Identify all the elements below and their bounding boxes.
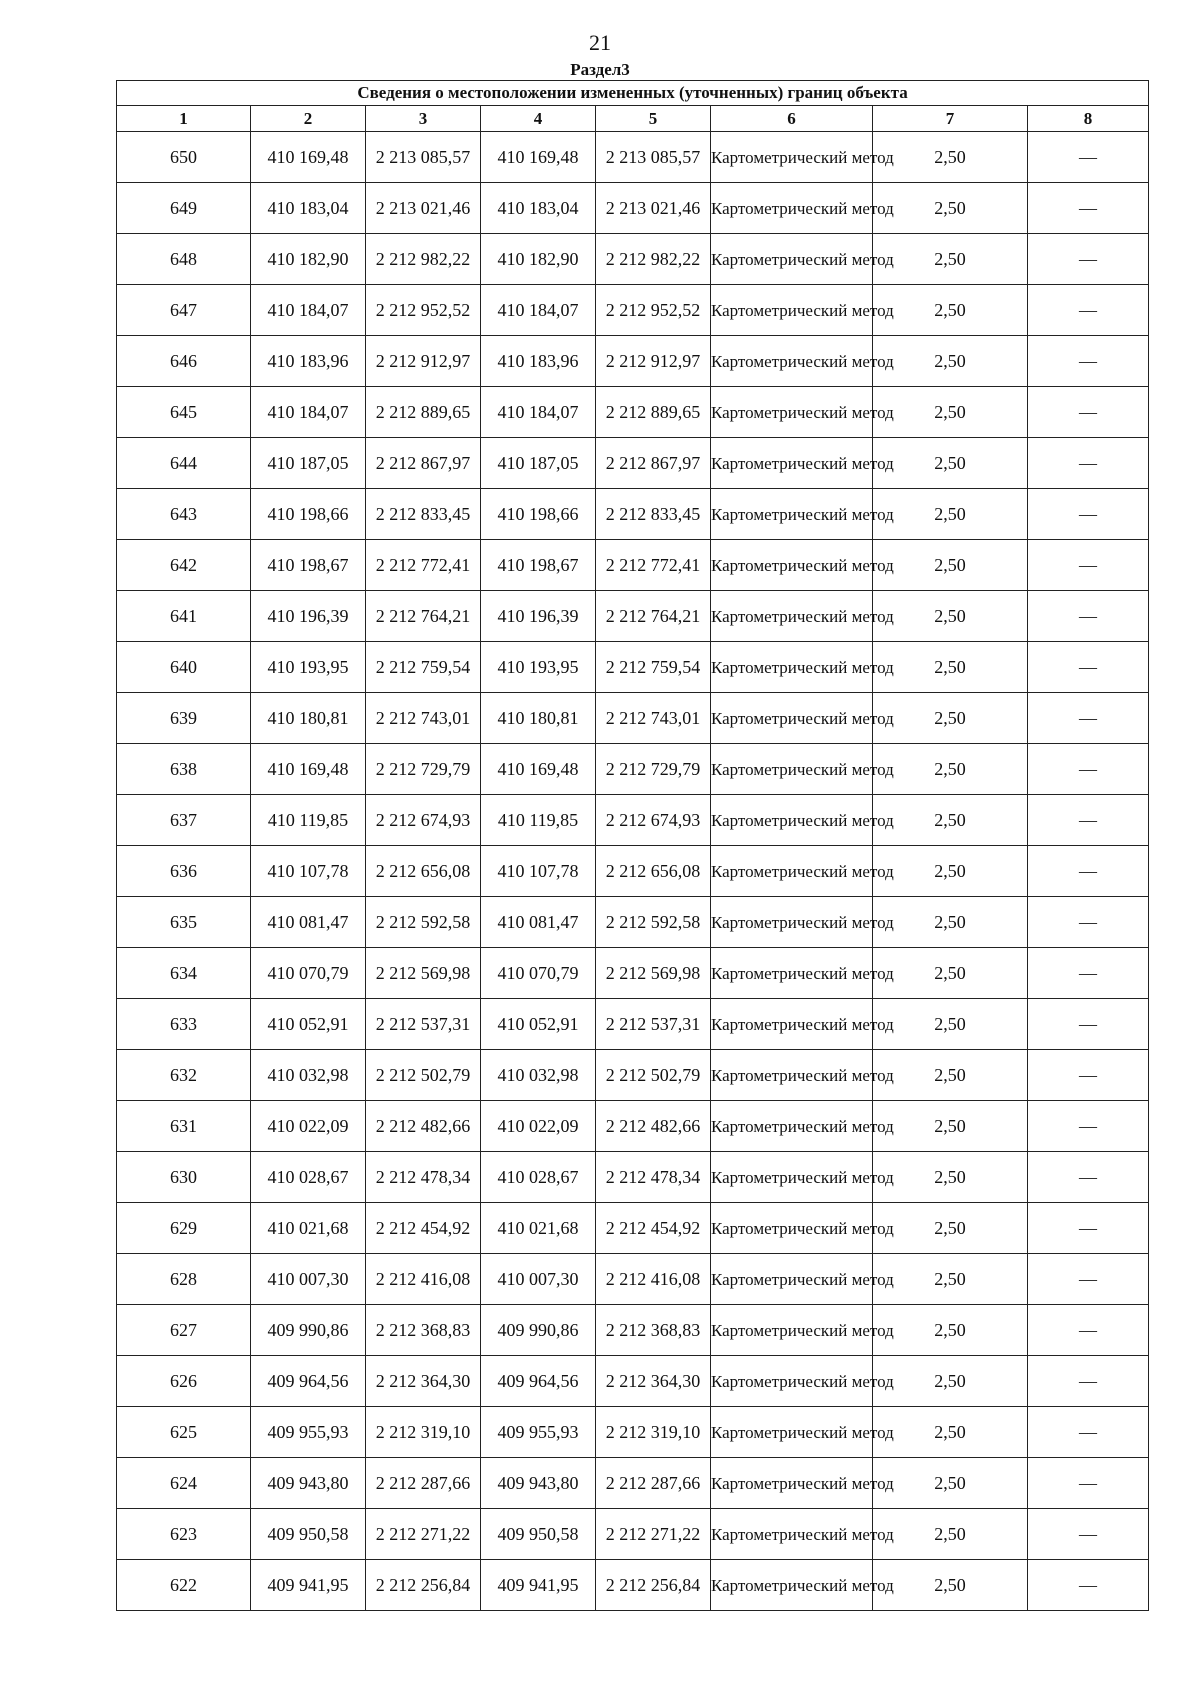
precision-cell: 2,50 (873, 999, 1028, 1050)
table-row (117, 1203, 1149, 1254)
table-row (117, 183, 1149, 234)
precision-cell: 2,50 (873, 336, 1028, 387)
y-coordinate-new: 2 212 952,52 (596, 285, 711, 336)
point-number: 623 (117, 1509, 251, 1560)
point-number: 630 (117, 1152, 251, 1203)
precision-cell: 2,50 (873, 1356, 1028, 1407)
table-row (117, 489, 1149, 540)
precision-cell: 2,50 (873, 591, 1028, 642)
method-cell: Картометрический метод (711, 285, 873, 336)
point-number: 650 (117, 132, 251, 183)
y-coordinate-new: 2 212 674,93 (596, 795, 711, 846)
description-cell: — (1028, 999, 1149, 1050)
y-coordinate-new: 2 212 729,79 (596, 744, 711, 795)
precision-cell: 2,50 (873, 183, 1028, 234)
precision-cell: 2,50 (873, 540, 1028, 591)
description-cell: — (1028, 693, 1149, 744)
method-cell: Картометрический метод (711, 948, 873, 999)
x-coordinate: 410 184,07 (251, 285, 366, 336)
method-cell: Картометрический метод (711, 540, 873, 591)
y-coordinate-new: 2 212 271,22 (596, 1509, 711, 1560)
y-coordinate-new: 2 212 319,10 (596, 1407, 711, 1458)
precision-cell: 2,50 (873, 1407, 1028, 1458)
description-cell: — (1028, 744, 1149, 795)
table-row (117, 744, 1149, 795)
y-coordinate-new: 2 212 287,66 (596, 1458, 711, 1509)
x-coordinate: 410 107,78 (251, 846, 366, 897)
table-row (117, 948, 1149, 999)
y-coordinate-new: 2 212 482,66 (596, 1101, 711, 1152)
table-row (117, 132, 1149, 183)
x-coordinate-new: 410 187,05 (481, 438, 596, 489)
precision-cell: 2,50 (873, 795, 1028, 846)
x-coordinate-new: 410 028,67 (481, 1152, 596, 1203)
y-coordinate: 2 212 982,22 (366, 234, 481, 285)
table-row (117, 846, 1149, 897)
table-row (117, 1356, 1149, 1407)
y-coordinate: 2 212 364,30 (366, 1356, 481, 1407)
y-coordinate: 2 212 368,83 (366, 1305, 481, 1356)
precision-cell: 2,50 (873, 1305, 1028, 1356)
method-cell: Картометрический метод (711, 489, 873, 540)
description-cell: — (1028, 1305, 1149, 1356)
x-coordinate-new: 410 193,95 (481, 642, 596, 693)
x-coordinate: 410 184,07 (251, 387, 366, 438)
y-coordinate: 2 212 952,52 (366, 285, 481, 336)
y-coordinate: 2 212 867,97 (366, 438, 481, 489)
description-cell: — (1028, 795, 1149, 846)
table-row (117, 387, 1149, 438)
precision-cell: 2,50 (873, 234, 1028, 285)
method-cell: Картометрический метод (711, 897, 873, 948)
x-coordinate-new: 409 990,86 (481, 1305, 596, 1356)
method-cell: Картометрический метод (711, 999, 873, 1050)
description-cell: — (1028, 1560, 1149, 1611)
method-cell: Картометрический метод (711, 795, 873, 846)
description-cell: — (1028, 1050, 1149, 1101)
point-number: 649 (117, 183, 251, 234)
method-cell: Картометрический метод (711, 1458, 873, 1509)
method-cell: Картометрический метод (711, 438, 873, 489)
section-title: Раздел3 (570, 60, 630, 79)
point-number: 634 (117, 948, 251, 999)
x-coordinate: 410 021,68 (251, 1203, 366, 1254)
x-coordinate-new: 409 943,80 (481, 1458, 596, 1509)
y-coordinate-new: 2 213 085,57 (596, 132, 711, 183)
table-row (117, 234, 1149, 285)
method-cell: Картометрический метод (711, 591, 873, 642)
x-coordinate-new: 410 184,07 (481, 285, 596, 336)
table-row (117, 1152, 1149, 1203)
y-coordinate-new: 2 212 743,01 (596, 693, 711, 744)
column-number-header: 5 (596, 106, 711, 132)
x-coordinate: 410 119,85 (251, 795, 366, 846)
y-coordinate-new: 2 213 021,46 (596, 183, 711, 234)
column-number-header: 7 (873, 106, 1028, 132)
description-cell: — (1028, 132, 1149, 183)
x-coordinate-new: 409 950,58 (481, 1509, 596, 1560)
y-coordinate: 2 212 912,97 (366, 336, 481, 387)
y-coordinate-new: 2 212 537,31 (596, 999, 711, 1050)
x-coordinate-new: 410 081,47 (481, 897, 596, 948)
method-cell: Картометрический метод (711, 1152, 873, 1203)
description-cell: — (1028, 183, 1149, 234)
method-cell: Картометрический метод (711, 183, 873, 234)
y-coordinate-new: 2 212 889,65 (596, 387, 711, 438)
x-coordinate-new: 410 107,78 (481, 846, 596, 897)
column-number-header: 3 (366, 106, 481, 132)
y-coordinate-new: 2 212 912,97 (596, 336, 711, 387)
x-coordinate: 410 182,90 (251, 234, 366, 285)
precision-cell: 2,50 (873, 744, 1028, 795)
x-coordinate: 410 007,30 (251, 1254, 366, 1305)
table-row (117, 336, 1149, 387)
point-number: 638 (117, 744, 251, 795)
description-cell: — (1028, 1458, 1149, 1509)
y-coordinate-new: 2 212 569,98 (596, 948, 711, 999)
point-number: 635 (117, 897, 251, 948)
point-number: 628 (117, 1254, 251, 1305)
method-cell: Картометрический метод (711, 336, 873, 387)
method-cell: Картометрический метод (711, 693, 873, 744)
description-cell: — (1028, 846, 1149, 897)
point-number: 643 (117, 489, 251, 540)
x-coordinate: 409 990,86 (251, 1305, 366, 1356)
x-coordinate-new: 410 183,04 (481, 183, 596, 234)
table-row (117, 897, 1149, 948)
x-coordinate: 410 081,47 (251, 897, 366, 948)
table-row (117, 795, 1149, 846)
precision-cell: 2,50 (873, 438, 1028, 489)
table-caption-row (117, 81, 1149, 106)
description-cell: — (1028, 948, 1149, 999)
x-coordinate-new: 409 955,93 (481, 1407, 596, 1458)
x-coordinate-new: 410 119,85 (481, 795, 596, 846)
x-coordinate-new: 409 964,56 (481, 1356, 596, 1407)
column-number-header: 4 (481, 106, 596, 132)
description-cell: — (1028, 387, 1149, 438)
y-coordinate-new: 2 212 592,58 (596, 897, 711, 948)
x-coordinate: 410 187,05 (251, 438, 366, 489)
x-coordinate-new: 410 070,79 (481, 948, 596, 999)
table-row (117, 1458, 1149, 1509)
table-row (117, 540, 1149, 591)
x-coordinate: 409 941,95 (251, 1560, 366, 1611)
table-row (117, 1407, 1149, 1458)
table-row (117, 1305, 1149, 1356)
column-number-header: 2 (251, 106, 366, 132)
method-cell: Картометрический метод (711, 1101, 873, 1152)
x-coordinate: 410 180,81 (251, 693, 366, 744)
precision-cell: 2,50 (873, 1509, 1028, 1560)
y-coordinate-new: 2 212 759,54 (596, 642, 711, 693)
x-coordinate: 410 032,98 (251, 1050, 366, 1101)
x-coordinate: 409 955,93 (251, 1407, 366, 1458)
method-cell: Картометрический метод (711, 132, 873, 183)
point-number: 642 (117, 540, 251, 591)
description-cell: — (1028, 489, 1149, 540)
y-coordinate: 2 213 085,57 (366, 132, 481, 183)
column-number-row (117, 106, 1149, 132)
point-number: 622 (117, 1560, 251, 1611)
point-number: 632 (117, 1050, 251, 1101)
description-cell: — (1028, 438, 1149, 489)
x-coordinate-new: 410 198,67 (481, 540, 596, 591)
table-row (117, 1560, 1149, 1611)
precision-cell: 2,50 (873, 285, 1028, 336)
description-cell: — (1028, 642, 1149, 693)
description-cell: — (1028, 540, 1149, 591)
x-coordinate-new: 410 022,09 (481, 1101, 596, 1152)
x-coordinate: 410 196,39 (251, 591, 366, 642)
method-cell: Картометрический метод (711, 1356, 873, 1407)
method-cell: Картометрический метод (711, 1305, 873, 1356)
y-coordinate: 2 212 729,79 (366, 744, 481, 795)
table-row (117, 1101, 1149, 1152)
y-coordinate: 2 212 764,21 (366, 591, 481, 642)
y-coordinate: 2 212 889,65 (366, 387, 481, 438)
y-coordinate: 2 212 759,54 (366, 642, 481, 693)
x-coordinate: 410 169,48 (251, 744, 366, 795)
x-coordinate: 410 052,91 (251, 999, 366, 1050)
description-cell: — (1028, 285, 1149, 336)
method-cell: Картометрический метод (711, 642, 873, 693)
precision-cell: 2,50 (873, 1101, 1028, 1152)
description-cell: — (1028, 1101, 1149, 1152)
table-row (117, 1509, 1149, 1560)
x-coordinate: 410 198,66 (251, 489, 366, 540)
x-coordinate: 410 028,67 (251, 1152, 366, 1203)
y-coordinate: 2 212 271,22 (366, 1509, 481, 1560)
method-cell: Картометрический метод (711, 387, 873, 438)
description-cell: — (1028, 1407, 1149, 1458)
point-number: 629 (117, 1203, 251, 1254)
x-coordinate-new: 410 184,07 (481, 387, 596, 438)
point-number: 644 (117, 438, 251, 489)
description-cell: — (1028, 1509, 1149, 1560)
x-coordinate-new: 410 032,98 (481, 1050, 596, 1101)
y-coordinate: 2 212 674,93 (366, 795, 481, 846)
x-coordinate: 409 964,56 (251, 1356, 366, 1407)
y-coordinate-new: 2 212 982,22 (596, 234, 711, 285)
x-coordinate-new: 410 007,30 (481, 1254, 596, 1305)
y-coordinate-new: 2 212 772,41 (596, 540, 711, 591)
y-coordinate: 2 212 287,66 (366, 1458, 481, 1509)
method-cell: Картометрический метод (711, 1203, 873, 1254)
y-coordinate: 2 212 454,92 (366, 1203, 481, 1254)
y-coordinate: 2 212 592,58 (366, 897, 481, 948)
y-coordinate-new: 2 212 454,92 (596, 1203, 711, 1254)
y-coordinate: 2 212 569,98 (366, 948, 481, 999)
table-caption: Сведения о местоположении измененных (уточненных) границ объекта (117, 81, 1149, 106)
y-coordinate-new: 2 212 656,08 (596, 846, 711, 897)
point-number: 631 (117, 1101, 251, 1152)
point-number: 637 (117, 795, 251, 846)
y-coordinate: 2 212 743,01 (366, 693, 481, 744)
point-number: 646 (117, 336, 251, 387)
precision-cell: 2,50 (873, 387, 1028, 438)
point-number: 640 (117, 642, 251, 693)
x-coordinate: 409 950,58 (251, 1509, 366, 1560)
precision-cell: 2,50 (873, 948, 1028, 999)
point-number: 641 (117, 591, 251, 642)
point-number: 626 (117, 1356, 251, 1407)
x-coordinate: 410 183,04 (251, 183, 366, 234)
y-coordinate-new: 2 212 833,45 (596, 489, 711, 540)
precision-cell: 2,50 (873, 132, 1028, 183)
precision-cell: 2,50 (873, 1152, 1028, 1203)
point-number: 639 (117, 693, 251, 744)
precision-cell: 2,50 (873, 1254, 1028, 1305)
description-cell: — (1028, 1254, 1149, 1305)
x-coordinate: 410 169,48 (251, 132, 366, 183)
x-coordinate: 410 183,96 (251, 336, 366, 387)
precision-cell: 2,50 (873, 642, 1028, 693)
point-number: 624 (117, 1458, 251, 1509)
table-row (117, 591, 1149, 642)
y-coordinate: 2 212 502,79 (366, 1050, 481, 1101)
point-number: 633 (117, 999, 251, 1050)
page-number: 21 (589, 30, 611, 55)
description-cell: — (1028, 897, 1149, 948)
precision-cell: 2,50 (873, 1050, 1028, 1101)
precision-cell: 2,50 (873, 846, 1028, 897)
y-coordinate: 2 212 772,41 (366, 540, 481, 591)
point-number: 627 (117, 1305, 251, 1356)
y-coordinate: 2 212 256,84 (366, 1560, 481, 1611)
point-number: 648 (117, 234, 251, 285)
table-row (117, 1254, 1149, 1305)
point-number: 645 (117, 387, 251, 438)
method-cell: Картометрический метод (711, 1407, 873, 1458)
y-coordinate-new: 2 212 256,84 (596, 1560, 711, 1611)
point-number: 636 (117, 846, 251, 897)
method-cell: Картометрический метод (711, 1050, 873, 1101)
x-coordinate-new: 410 021,68 (481, 1203, 596, 1254)
x-coordinate-new: 410 180,81 (481, 693, 596, 744)
column-number-header: 1 (117, 106, 251, 132)
coordinates-table (116, 80, 1149, 1611)
precision-cell: 2,50 (873, 489, 1028, 540)
method-cell: Картометрический метод (711, 846, 873, 897)
y-coordinate: 2 212 482,66 (366, 1101, 481, 1152)
table-body (117, 132, 1149, 1611)
x-coordinate-new: 409 941,95 (481, 1560, 596, 1611)
table-row (117, 438, 1149, 489)
description-cell: — (1028, 1356, 1149, 1407)
x-coordinate-new: 410 183,96 (481, 336, 596, 387)
y-coordinate: 2 213 021,46 (366, 183, 481, 234)
x-coordinate-new: 410 198,66 (481, 489, 596, 540)
method-cell: Картометрический метод (711, 1254, 873, 1305)
y-coordinate-new: 2 212 364,30 (596, 1356, 711, 1407)
x-coordinate: 409 943,80 (251, 1458, 366, 1509)
precision-cell: 2,50 (873, 1203, 1028, 1254)
y-coordinate: 2 212 319,10 (366, 1407, 481, 1458)
table-row (117, 642, 1149, 693)
description-cell: — (1028, 234, 1149, 285)
x-coordinate-new: 410 052,91 (481, 999, 596, 1050)
description-cell: — (1028, 336, 1149, 387)
y-coordinate-new: 2 212 764,21 (596, 591, 711, 642)
y-coordinate-new: 2 212 502,79 (596, 1050, 711, 1101)
y-coordinate: 2 212 537,31 (366, 999, 481, 1050)
x-coordinate-new: 410 182,90 (481, 234, 596, 285)
y-coordinate-new: 2 212 478,34 (596, 1152, 711, 1203)
x-coordinate: 410 070,79 (251, 948, 366, 999)
y-coordinate: 2 212 833,45 (366, 489, 481, 540)
table-row (117, 693, 1149, 744)
y-coordinate: 2 212 478,34 (366, 1152, 481, 1203)
method-cell: Картометрический метод (711, 744, 873, 795)
method-cell: Картометрический метод (711, 1509, 873, 1560)
table-row (117, 999, 1149, 1050)
y-coordinate: 2 212 416,08 (366, 1254, 481, 1305)
table-row (117, 285, 1149, 336)
description-cell: — (1028, 1152, 1149, 1203)
x-coordinate: 410 193,95 (251, 642, 366, 693)
point-number: 647 (117, 285, 251, 336)
table-row (117, 1050, 1149, 1101)
precision-cell: 2,50 (873, 693, 1028, 744)
description-cell: — (1028, 1203, 1149, 1254)
description-cell: — (1028, 591, 1149, 642)
x-coordinate: 410 022,09 (251, 1101, 366, 1152)
method-cell: Картометрический метод (711, 1560, 873, 1611)
x-coordinate-new: 410 169,48 (481, 744, 596, 795)
column-number-header: 6 (711, 106, 873, 132)
x-coordinate-new: 410 196,39 (481, 591, 596, 642)
method-cell: Картометрический метод (711, 234, 873, 285)
y-coordinate-new: 2 212 416,08 (596, 1254, 711, 1305)
precision-cell: 2,50 (873, 1458, 1028, 1509)
column-number-header: 8 (1028, 106, 1149, 132)
y-coordinate: 2 212 656,08 (366, 846, 481, 897)
y-coordinate-new: 2 212 368,83 (596, 1305, 711, 1356)
point-number: 625 (117, 1407, 251, 1458)
x-coordinate-new: 410 169,48 (481, 132, 596, 183)
y-coordinate-new: 2 212 867,97 (596, 438, 711, 489)
precision-cell: 2,50 (873, 897, 1028, 948)
x-coordinate: 410 198,67 (251, 540, 366, 591)
precision-cell: 2,50 (873, 1560, 1028, 1611)
